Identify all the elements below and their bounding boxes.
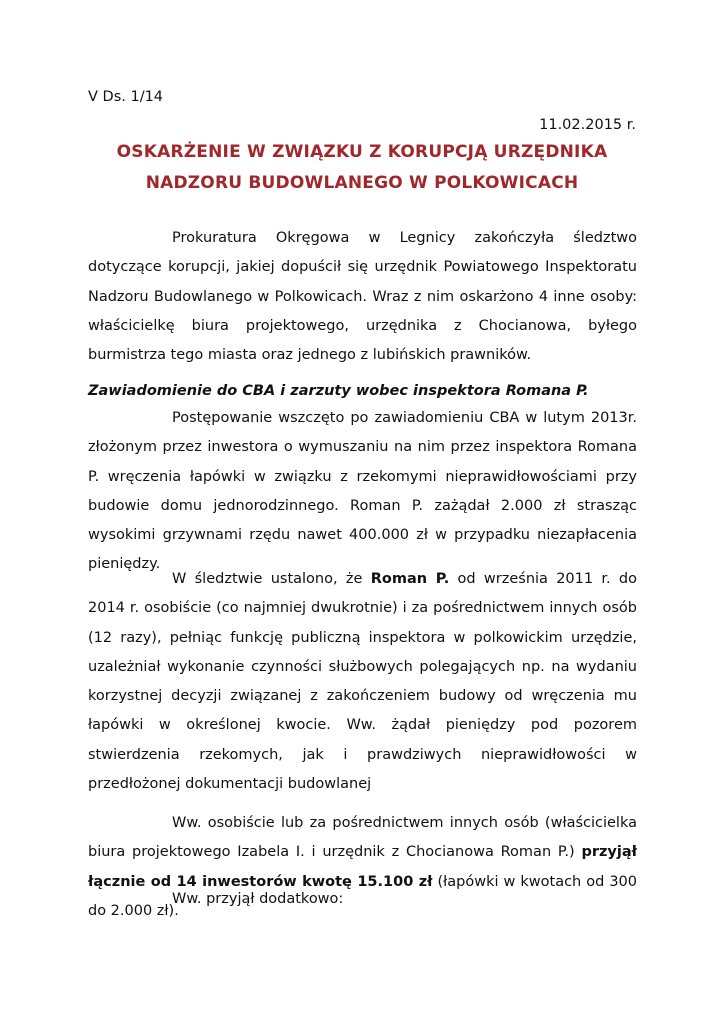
paragraph-findings [88,565,637,799]
document-date: 11.02.2015 r. [539,117,636,133]
paragraph-investigation-text: Postępowanie wszczęto po zawiadomieniu CBA w lutym 2013r. złożonym przez inwestora o wymuszaniu na nim przez inspektora Romana P. wręczenia łapówki w związku z rzekomymi nieprawidłowościami przy budowie domu jednorodzinnego. Roman P. zażądał 2.000 zł strasząc wysokimi grzywnami rzędu nawet 400.000 zł w przypadku niezapłacenia pieniędzy. [88,410,637,573]
paragraph-additional [88,885,637,914]
findings-text-b: od września 2011 r. do 2014 r. osobiście (co najmniej dwukrotnie) i za pośrednictwem innych osób (12 razy), pełniąc funkcję publiczną inspektora w polkowickim urzędzie, uzależniał wykonanie czynności służbowych polegających np. na wydaniu korzystnej decyzji związanej z zakończeniem budowy od wręczenia mu łapówki w określonej kwocie. Ww. żądał pieniędzy pod pozorem stwierdzenia rzekomych, jak i prawdziwych nieprawidłowości w przedłożonej dokumentacji budowlanej [88,571,637,793]
section-heading: Zawiadomienie do CBA i zarzuty wobec inspektora Romana P. [88,383,589,399]
findings-name-bold: Roman P. [370,571,450,587]
intro-paragraph [88,224,637,370]
title-line-1: OSKARŻENIE W ZWIĄZKU Z KORUPCJĄ URZĘDNIKA [116,142,608,162]
bribes-text-a: Ww. osobiście lub za pośrednictwem innych osób (właścicielka biura projektowego Izabela I. i urzędnik z Chocianowa Roman P.) [88,815,637,861]
case-reference: V Ds. 1/14 [88,89,164,105]
bribes-bold: przyjął łącznie od 14 inwestorów kwotę 15.100 zł [88,844,637,890]
bribes-text-b: (łapówki w kwotach od 300 do 2.000 zł). [88,873,637,919]
findings-text-a: W śledztwie ustalono, że [172,571,371,587]
additional-text: Ww. przyjął dodatkowo: [172,891,344,907]
title-line-2: NADZORU BUDOWLANEGO W POLKOWICACH [145,173,579,193]
intro-text: Prokuratura Okręgowa w Legnicy zakończyła śledztwo dotyczące korupcji, jakiej dopuścił się urzędnik Powiatowego Inspektoratu Nadzoru Budowlanego w Polkowicach. Wraz z nim oskarżono 4 inne osoby: właścicielkę biura projektowego, urzędnika z Chocianowa, byłego burmistrza tego miasta oraz jednego z lubińskich prawników. [88,230,637,364]
paragraph-investigation [88,404,637,580]
